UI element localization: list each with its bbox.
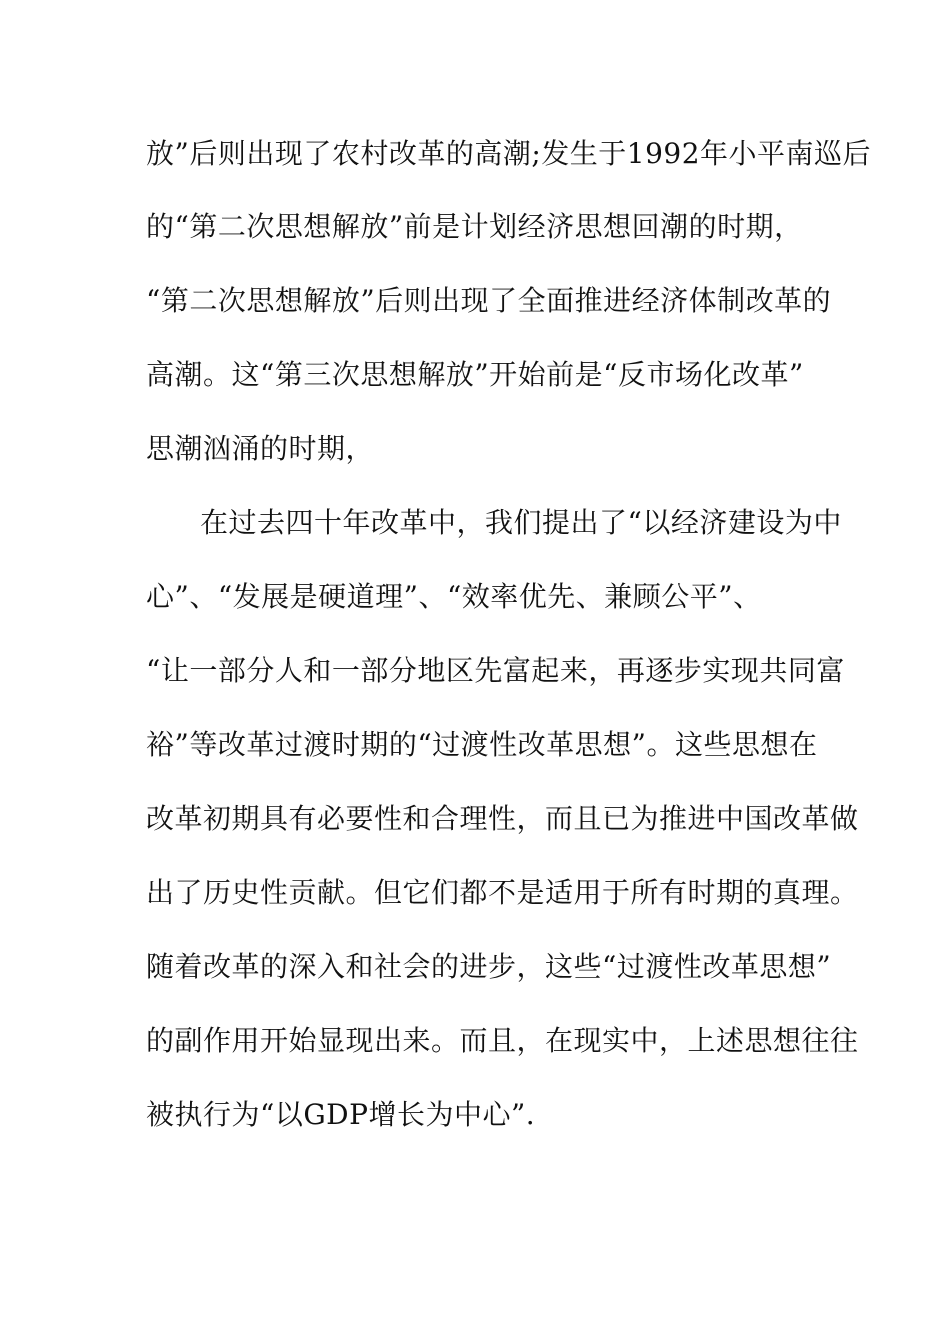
text-line: 心”、“发展是硬道理”、“效率优先、兼顾公平”、 (146, 580, 762, 613)
text-line: “让一部分人和一部分地区先富起来，再逐步实现共同富 (146, 654, 845, 687)
text-line: 被执行为“以GDP增长为中心”. (146, 1098, 536, 1131)
text-line: 随着改革的深入和社会的进步，这些“过渡性改革思想” (146, 950, 832, 983)
text-line: “第二次思想解放”后则出现了全面推进经济体制改革的 (146, 284, 832, 317)
text-line: 思潮汹涌的时期， (146, 432, 375, 465)
text-line: 出了历史性贡献。但它们都不是适用于所有时期的真理。 (146, 876, 859, 909)
text-line: 放”后则出现了农村改革的高潮;发生于1992年小平南巡后 (146, 137, 872, 170)
text-line: 的“第二次思想解放”前是计划经济思想回潮的时期， (146, 210, 803, 243)
text-line: 的副作用开始显现出来。而且，在现实中，上述思想往往 (146, 1024, 859, 1057)
text-line: 裕”等改革过渡时期的“过渡性改革思想”。这些思想在 (146, 728, 818, 761)
text-line: 在过去四十年改革中，我们提出了“以经济建设为中 (200, 506, 842, 539)
text-line: 改革初期具有必要性和合理性，而且已为推进中国改革做 (146, 802, 859, 835)
text-line: 高潮。这“第三次思想解放”开始前是“反市场化改革” (146, 358, 804, 391)
